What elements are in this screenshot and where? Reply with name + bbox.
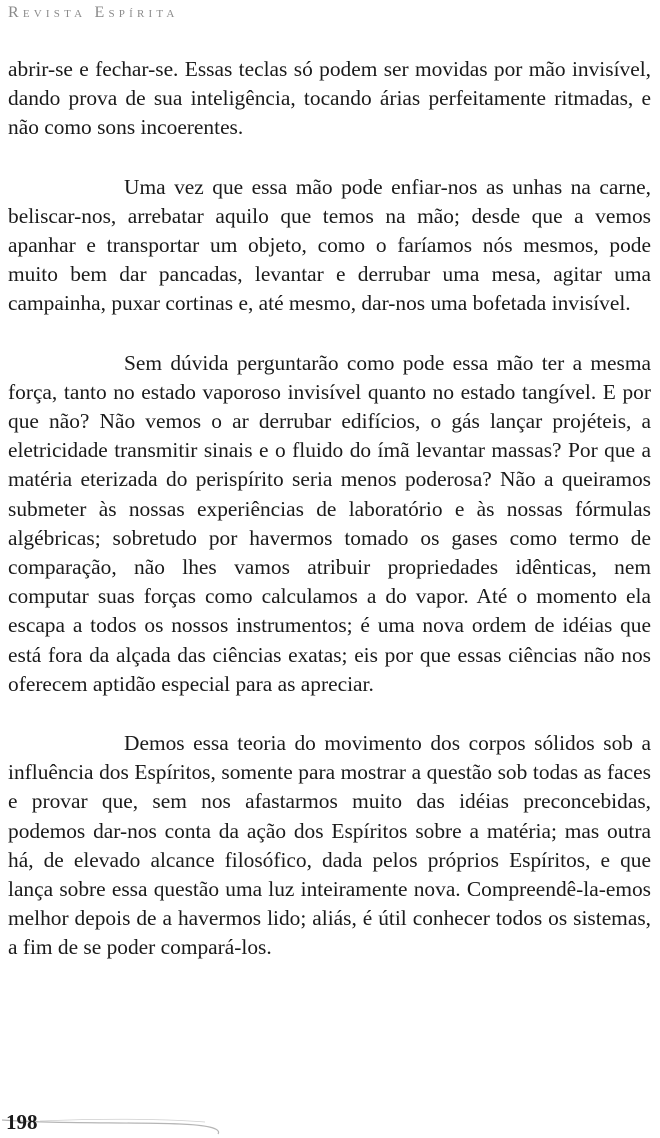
- paragraph-continuation: abrir-se e fechar-se. Essas teclas só podem ser movidas por mão invisível, dando prova de sua inteligência, tocando árias perfeitamente ritmadas, e não como sons incoerentes.: [8, 57, 651, 140]
- page-number: 198: [6, 1110, 38, 1134]
- page-footer: [0, 1100, 660, 1138]
- paragraph-invisible-hand: Uma vez que essa mão pode enfiar-nos as unhas na carne, beliscar-nos, arrebatar aquilo que temos na mão; desde que a vemos apanhar e transportar um objeto, como o faríamos nós mesmos, pode muito bem dar pancadas, levantar e derrubar uma mesa, agitar uma campainha, puxar cortinas e, até mesmo, dar-nos uma bofetada invisível.: [8, 174, 651, 316]
- paragraph-force-question: Sem dúvida perguntarão como pode essa mão ter a mesma força, tanto no estado vaporoso invisível quanto no estado tangível. E por que não? Não vemos o ar derrubar edifícios, o gás lançar projéteis, a eletricidade transmitir sinais e o fluido do ímã levantar massas? Por que a matéria eterizada do perispírito seria menos poderosa? Não a queiramos submeter às nossas experiências de laboratório e às nossas fórmulas algébricas; sobretudo por havermos tomado os gases como termo de comparação, não lhes vamos atribuir propriedades idênticas, nem computar suas forças como calculamos a do vapor. Até o momento ela escapa a todos os nossos instrumentos; é uma nova ordem de idéias que está fora da alçada das ciências exatas; eis por que essas ciências não nos oferecem aptidão especial para as apreciar.: [8, 350, 651, 696]
- paragraph-theory-conclusion: Demos essa teoria do movimento dos corpos sólidos sob a influência dos Espíritos, somente para mostrar a questão sob todas as faces e provar que, sem nos afastarmos muito das idéias preconcebidas, podemos dar-nos conta da ação dos Espíritos sobre a matéria; mas outra há, de elevado alcance filosófico, dada pelos próprios Espíritos, e que lança sobre essa questão uma luz inteiramente nova. Compreendê-la-emos melhor depois de a havermos lido; aliás, é útil conhecer todos os sistemas, a fim de se poder compará-los.: [8, 731, 651, 960]
- page-body: [8, 55, 651, 993]
- running-head-title: Revista Espírita: [8, 4, 179, 21]
- folio-swash-ornament: [0, 1100, 260, 1138]
